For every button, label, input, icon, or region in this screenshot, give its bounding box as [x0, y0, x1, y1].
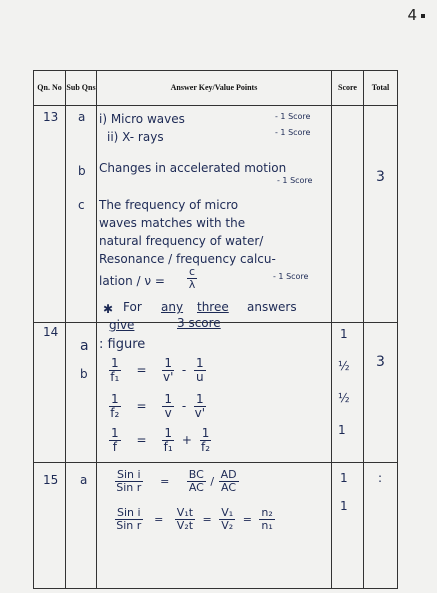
q14-eq1: [109, 357, 206, 384]
question-15-row: [34, 463, 398, 589]
q13-c-line3: natural frequency of water/: [99, 234, 264, 248]
q15-eq2-equals2: =: [202, 512, 212, 526]
q14-eq2-r2-den: v': [194, 406, 206, 421]
q13-c-line5: lation / ν =: [99, 274, 165, 288]
q14-eq1-r2: [194, 357, 206, 384]
q13-sub-b: b: [78, 164, 86, 178]
q13-b-mark: - 1 Score: [277, 176, 313, 185]
q14-score-b2: ½: [338, 391, 350, 405]
q14-eq2-r2: [194, 393, 206, 420]
q15-eq2-lhs: [115, 507, 143, 532]
q14-eq2-r1: [162, 393, 174, 420]
q15-eq1-lhs: [115, 469, 143, 494]
header-score: Score: [332, 71, 364, 106]
q13-c-mark: - 1 Score: [273, 272, 309, 281]
q14-eq2: [109, 393, 206, 420]
q13-c-fraction: [187, 266, 197, 291]
q13-sub-a: a: [78, 110, 86, 124]
q14-eq2-lhs-den: f₂: [110, 406, 120, 421]
q15-sub-a: a: [80, 473, 88, 487]
q14-eq2-r1-num: 1: [164, 392, 172, 406]
q14-eq2-equals: =: [136, 399, 147, 414]
q15-eq2-c-den: n₁: [261, 519, 273, 533]
q13-note-3-score: 3 score: [177, 316, 221, 330]
q15-eq2-c: [259, 507, 274, 532]
q15-eq1-b-den: AC: [221, 481, 237, 495]
q15-eq1-b: [219, 469, 239, 494]
q13-a-i-mark: - 1 Score: [275, 112, 311, 121]
q14-eq1-r1: [162, 357, 174, 384]
q14-eq2-lhs: [109, 393, 121, 420]
q14-eq3-r1: [162, 427, 174, 454]
q14-eq1-lhs-den: f₁: [110, 370, 120, 385]
q14-number: 14: [43, 325, 59, 339]
q13-a-ii-mark: - 1 Score: [275, 128, 311, 137]
q14-sub-b: b: [80, 367, 88, 381]
q15-eq1-slash: /: [210, 474, 215, 488]
q15-eq2-c-num: n₂: [261, 506, 273, 519]
q15-eq2-equals3: =: [242, 512, 252, 526]
q15-score-2: 1: [340, 499, 348, 513]
q14-eq2-minus: -: [181, 399, 187, 414]
q15-eq1-a: [187, 469, 206, 494]
q14-eq3: [109, 427, 211, 454]
q14-score-b1: ½: [338, 359, 350, 373]
q15-eq2-b: [219, 507, 235, 532]
q13-c-frac-den: λ: [188, 278, 196, 292]
q15-eq2-a-den: V₂t: [176, 519, 194, 533]
header-qn-no: Qn. No: [34, 71, 66, 106]
q15-eq1-a-den: AC: [188, 481, 204, 495]
q14-eq3-r2: [200, 427, 212, 454]
q14-eq3-lhs-num: 1: [111, 426, 119, 440]
q15-eq1-a-num: BC: [188, 468, 204, 481]
q14-eq3-plus: +: [181, 433, 192, 448]
q13-note-star: ✱: [103, 302, 114, 316]
q14-eq1-lhs-num: 1: [111, 356, 119, 370]
q13-sub-c: c: [78, 198, 85, 212]
q13-total: 3: [376, 169, 385, 185]
q14-eq2-r1-den: v: [164, 406, 172, 421]
q14-eq1-r2-den: u: [196, 370, 204, 385]
q15-eq2-a: [175, 507, 195, 532]
q15-eq2: [115, 507, 275, 532]
q15-eq2-equals1: =: [154, 512, 164, 526]
page-dot: [421, 14, 425, 18]
q15-eq2-a-num: V₁t: [176, 506, 194, 519]
q15-eq1-equals: =: [160, 474, 170, 488]
q13-a-i: i) Micro waves: [99, 112, 185, 126]
header-sub-qns: Sub Qns: [66, 71, 97, 106]
page-number: 4: [407, 6, 425, 24]
q13-number: 13: [43, 110, 59, 124]
q14-eq1-minus: -: [181, 363, 187, 378]
q13-note-give: give: [109, 318, 135, 332]
q14-eq3-r2-den: f₂: [201, 440, 211, 455]
q15-eq2-lhs-num: Sin i: [117, 506, 141, 519]
question-14-row: [34, 323, 398, 463]
q14-eq1-equals: =: [136, 363, 147, 378]
q15-total-mark: :: [378, 471, 383, 485]
q14-eq2-r2-num: 1: [196, 392, 204, 406]
q15-eq1-lhs-num: Sin i: [117, 468, 141, 481]
q13-b-text: Changes in accelerated motion: [99, 161, 287, 175]
header-answer-key: Answer Key/Value Points: [97, 71, 332, 106]
q13-note-for: For: [123, 300, 142, 314]
q15-eq2-b-num: V₁: [221, 506, 234, 519]
q15-score-1: 1: [340, 471, 348, 485]
question-13-row: [34, 106, 398, 323]
q14-eq3-r1-num: 1: [164, 426, 172, 440]
q14-eq1-r1-den: v': [162, 370, 174, 385]
q13-c-line4: Resonance / frequency calcu-: [99, 252, 276, 266]
q13-c-line2: waves matches with the: [99, 216, 246, 230]
q13-note-answers: answers: [247, 300, 297, 314]
q15-eq2-b-den: V₂: [221, 519, 234, 533]
q14-eq3-equals: =: [136, 433, 147, 448]
q13-note-three: three: [197, 300, 229, 314]
q14-eq3-r1-den: f₁: [163, 440, 173, 455]
q14-eq1-r2-num: 1: [196, 356, 204, 370]
q14-total: 3: [376, 354, 385, 370]
q14-eq3-r2-num: 1: [201, 426, 210, 440]
header-row: [34, 71, 398, 106]
q14-score-b3: 1: [338, 423, 346, 437]
q14-eq2-lhs-num: 1: [111, 392, 119, 406]
q14-eq1-r1-num: 1: [164, 356, 172, 370]
q14-a-text: : figure: [99, 337, 146, 352]
q13-a-ii: ii) X- rays: [107, 130, 164, 144]
q13-note-any: any: [161, 300, 184, 314]
q14-sub-a: a: [80, 338, 89, 354]
q15-eq1-b-num: AD: [220, 468, 237, 481]
header-total: Total: [364, 71, 398, 106]
q14-score-a: 1: [340, 327, 348, 341]
q14-eq1-lhs: [109, 357, 121, 384]
q15-eq1-lhs-den: Sin r: [116, 481, 142, 495]
answer-key-table: [33, 70, 398, 589]
q13-c-frac-num: c: [189, 265, 196, 278]
q14-eq3-lhs-den: f: [112, 440, 117, 455]
q15-eq1: [115, 469, 239, 494]
q13-c-line1: The frequency of micro: [99, 198, 239, 212]
q15-number: 15: [43, 473, 59, 487]
q15-eq2-lhs-den: Sin r: [116, 519, 142, 533]
q14-eq3-lhs: [109, 427, 121, 454]
